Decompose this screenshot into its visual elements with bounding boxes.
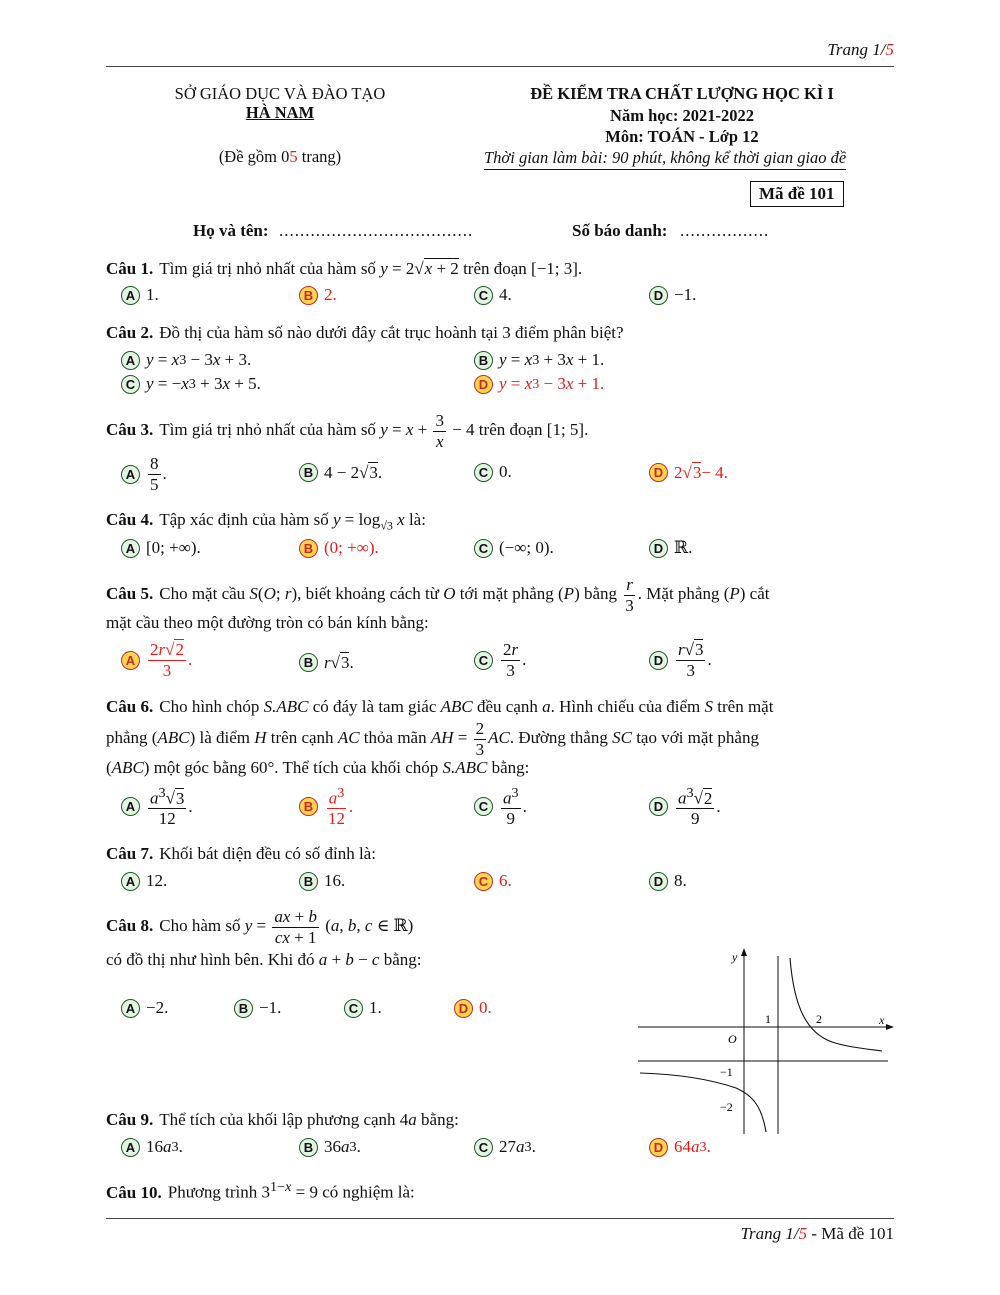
option-a-icon: A (121, 651, 140, 670)
question-6-line3: (ABC) một góc bằng 60°. Thể tích của khối chóp S.ABC bằng: (106, 758, 530, 777)
option-b-icon: B (299, 539, 318, 558)
q1-option-c[interactable]: C 4. (474, 285, 512, 305)
option-c-icon: C (474, 463, 493, 482)
option-b-icon: B (474, 351, 493, 370)
option-a-icon: A (121, 872, 140, 891)
option-d-icon: D (454, 999, 473, 1018)
q5-option-c[interactable]: C $\frac{2r}{3}$ . (474, 640, 526, 680)
label-tick-2: 2 (816, 1012, 822, 1026)
option-b-icon: B (299, 872, 318, 891)
q7-option-d[interactable]: D 8. (649, 871, 687, 891)
name-label: Họ và tên: (193, 221, 269, 240)
q3-option-c[interactable]: C 0. (474, 462, 512, 482)
q9-option-d[interactable]: D 64 a 3 . (649, 1137, 711, 1157)
option-a-icon: A (121, 465, 140, 484)
question-10: Câu 10. Phương trình $3^{1-x} = 9$ có nghiệm là: (106, 1179, 415, 1202)
q6-option-c[interactable]: C $\frac{a^3}{9}$ . (474, 785, 527, 829)
q6-option-b[interactable]: B $\frac{a^3}{12}$ . (299, 785, 353, 829)
school-year: Năm học: 2021-2022 (610, 106, 754, 125)
label-origin: O (728, 1032, 737, 1046)
q9-option-c[interactable]: C 27 a 3 . (474, 1137, 536, 1157)
question-5-line1: Câu 5. Cho mặt cầu S(O; r), biết khoảng cách từ O tới mặt phẳng (P) bằng $\frac{r}{3}$ . Mặt phẳng (P) cắt (106, 575, 770, 615)
option-d-icon: D (649, 463, 668, 482)
option-a-icon: A (121, 797, 140, 816)
q5-option-a[interactable]: A $\frac{2r√2}{3}$ . (121, 640, 192, 680)
option-d-icon: D (649, 539, 668, 558)
label-x: x (879, 1013, 885, 1027)
exam-time: Thời gian làm bài: 90 phút, không kể thời gian giao đề (484, 148, 846, 170)
q3-option-d[interactable]: D 2√ 3 − 4. (649, 462, 728, 483)
question-8-line2: có đồ thị như hình bên. Khi đó a + b − c bằng: (106, 950, 422, 969)
option-a-icon: A (121, 286, 140, 305)
option-b-icon: B (299, 653, 318, 672)
q2-option-b[interactable]: B y = x 3 + 3 x + 1. (474, 350, 604, 370)
exam-code-box: Mã đề 101 (750, 181, 844, 207)
q7-option-c[interactable]: C 6. (474, 871, 512, 891)
question-6-line1: Câu 6. Cho hình chóp S.ABC có đáy là tam giác ABC đều cạnh a. Hình chiếu của điểm S trên mặt (106, 697, 774, 716)
question-4: Câu 4. Tập xác định của hàm số $y = \log_{√3} x$ là: (106, 510, 426, 533)
q2-option-a[interactable]: A y = x 3 − 3 x + 3. (121, 350, 251, 370)
q8-option-d[interactable]: D 0. (454, 998, 492, 1018)
q4-option-a[interactable]: A [0; +∞). (121, 538, 201, 558)
option-c-icon: C (121, 375, 140, 394)
q8-option-c[interactable]: C 1. (344, 998, 382, 1018)
option-d-icon: D (474, 375, 493, 394)
question-5-line2: mặt cầu theo một đường tròn có bán kính bằng: (106, 613, 429, 632)
option-c-icon: C (474, 651, 493, 670)
question-1: Câu 1. Tìm giá trị nhỏ nhất của hàm số y = 2√x + 2 trên đoạn [−1; 3]. (106, 259, 583, 278)
option-c-icon: C (474, 286, 493, 305)
option-d-icon: D (649, 797, 668, 816)
label-tick-minus1: −1 (720, 1065, 733, 1079)
q1-option-d[interactable]: D −1. (649, 285, 696, 305)
option-c-icon: C (474, 539, 493, 558)
dept-line2: HÀ NAM (245, 103, 315, 122)
label-y: y (732, 950, 738, 964)
q6-option-d[interactable]: D $\frac{a^3√2}{9}$ . (649, 785, 721, 829)
pages-note: (Đề gồm 05 trang) (218, 147, 342, 166)
option-a-icon: A (121, 1138, 140, 1157)
y-axis-arrow (741, 948, 747, 956)
q3-option-b[interactable]: B 4 − 2√ 3 . (299, 462, 382, 483)
option-c-icon: C (474, 872, 493, 891)
q4-option-b[interactable]: B (0; +∞). (299, 538, 379, 558)
name-dots: ..................................... (279, 221, 474, 240)
q2-option-d[interactable]: D y = x 3 − 3 x + 1. (474, 374, 604, 394)
question-9: Câu 9. Thể tích của khối lập phương cạnh 4a bằng: (106, 1110, 459, 1129)
option-b-icon: B (299, 1138, 318, 1157)
q7-option-a[interactable]: A 12. (121, 871, 167, 891)
question-2: Câu 2. Đồ thị của hàm số nào dưới đây cắt trục hoành tại 3 điểm phân biệt? (106, 323, 624, 342)
option-d-icon: D (649, 1138, 668, 1157)
q1-option-b[interactable]: B 2. (299, 285, 337, 305)
option-c-icon: C (474, 797, 493, 816)
label-tick-1: 1 (765, 1012, 771, 1026)
option-d-icon: D (649, 651, 668, 670)
option-c-icon: C (344, 999, 363, 1018)
exam-title: ĐỀ KIỂM TRA CHẤT LƯỢNG HỌC KÌ I (530, 84, 834, 103)
q8-option-b[interactable]: B −1. (234, 998, 281, 1018)
id-dots: ................. (680, 221, 770, 240)
id-label: Số báo danh: (572, 221, 668, 240)
option-a-icon: A (121, 539, 140, 558)
bottom-rule (106, 1218, 894, 1219)
option-b-icon: B (234, 999, 253, 1018)
q6-option-a[interactable]: A $\frac{a^3√3}{12}$ . (121, 785, 193, 829)
dept-line1: SỞ GIÁO DỤC VÀ ĐÀO TẠO (174, 84, 386, 103)
option-a-icon: A (121, 351, 140, 370)
option-a-icon: A (121, 999, 140, 1018)
page-number-top: Trang 1/5 (827, 40, 894, 59)
question-3: Câu 3. Tìm giá trị nhỏ nhất của hàm số y = x + $\frac{3}{x}$ − 4 trên đoạn [1; 5]. (106, 411, 589, 451)
top-rule (106, 66, 894, 67)
option-d-icon: D (649, 286, 668, 305)
q9-option-a[interactable]: A 16 a 3 . (121, 1137, 183, 1157)
subject: Môn: TOÁN - Lớp 12 (605, 127, 759, 146)
option-b-icon: B (299, 797, 318, 816)
x-axis-arrow (886, 1024, 894, 1030)
q2-option-c[interactable]: C y = − x 3 + 3 x + 5. (121, 374, 261, 394)
label-tick-minus2: −2 (720, 1100, 733, 1114)
q7-option-b[interactable]: B 16. (299, 871, 345, 891)
option-d-icon: D (649, 872, 668, 891)
q5-option-b[interactable]: B r √ 3 . (299, 652, 354, 673)
question-6-line2: phẳng (ABC) là điểm H trên cạnh AC thỏa mãn AH = $\frac{2}{3}$ AC. Đường thẳng SC tạo với mặt phẳng (106, 719, 759, 759)
q3-option-a[interactable]: A $\frac{8}{5}$ . (121, 454, 167, 494)
q4-option-c[interactable]: C (−∞; 0). (474, 538, 554, 558)
page-footer: Trang 1/5 - Mã đề 101 (740, 1224, 894, 1243)
question-8-line1: Câu 8. Cho hàm số y = $\frac{ax + b}{cx + 1}$ (a, b, c ∈ ℝ) (106, 907, 414, 947)
option-b-icon: B (299, 463, 318, 482)
graph-branch-right (790, 958, 882, 1051)
option-c-icon: C (474, 1138, 493, 1157)
q1-option-a[interactable]: A 1. (121, 285, 159, 305)
q9-option-b[interactable]: B 36 a 3 . (299, 1137, 361, 1157)
q4-option-d[interactable]: D ℝ. (649, 538, 692, 558)
option-b-icon: B (299, 286, 318, 305)
question-7: Câu 7. Khối bát diện đều có số đỉnh là: (106, 844, 376, 863)
q8-option-a[interactable]: A −2. (121, 998, 168, 1018)
q5-option-d[interactable]: D $\frac{r√3}{3}$ . (649, 640, 712, 680)
